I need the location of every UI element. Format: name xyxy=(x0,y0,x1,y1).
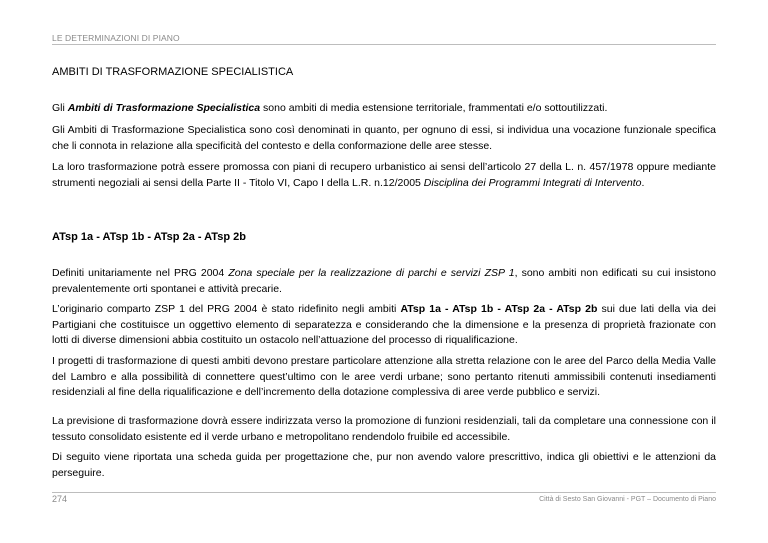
paragraph-text: . xyxy=(641,176,645,189)
paragraph-definition xyxy=(52,101,716,117)
bold-ambit-codes: ATsp 1a - ATsp 1b - ATsp 2a - ATsp 2b xyxy=(400,303,598,315)
paragraph-prg2004 xyxy=(52,266,716,297)
subsection-title: ATsp 1a - ATsp 1b - ATsp 2a - ATsp 2b xyxy=(52,231,246,243)
paragraph-text: Gli xyxy=(52,102,68,114)
paragraph-text: Definiti unitariamente nel PRG 2004 xyxy=(52,267,229,279)
header-divider xyxy=(52,44,716,45)
paragraph-text: L’originario comparto ZSP 1 del PRG 2004 è stato ridefinito negli ambiti xyxy=(52,303,401,315)
section-title: AMBITI DI TRASFORMAZIONE SPECIALISTICA xyxy=(52,66,294,78)
paragraph-guide: Di seguito viene riportata una scheda guida per progettazione che, pur non avendo valore prescrittivo, indica gli obiettivi e le attenzioni da perseguire. xyxy=(52,451,716,479)
italic-reference: Disciplina dei Programmi Integrati di Intervento xyxy=(423,176,642,189)
running-header: LE DETERMINAZIONI DI PIANO xyxy=(52,33,180,43)
paragraph-forecast: La previsione di trasformazione dovrà essere indirizzata verso la promozione di funzioni residenziali, tali da completare una connessione con il tessuto consolidato esistente ed il verde urbano e metropolitano rendendolo fruibile ed accessibile. xyxy=(52,415,716,443)
paragraph-projects: I progetti di trasformazione di questi ambiti devono prestare particolare attenzione alla stretta relazione con le aree del Parco della Media Valle del Lambro e alla possibilità di connettere quest’ultimo con le aree verdi urbane; sono pertanto ritenuti ammissibili contenuti insediamenti residenziali al fine della riqualificazione e dell’incremento della dotazione complessiva di aree verde pubblico e servizi. xyxy=(52,355,716,398)
paragraph-text: , sono ambiti non edificati su cui insistono prevalentemente orti spontanei e attività precarie. xyxy=(52,267,716,295)
paragraph-text: La loro trasformazione potrà essere promossa con piani di recupero urbanistico ai sensi dell’articolo 27 della L. n. 457/1978 oppure mediante strumenti negoziali ai sensi della Parte II - Titolo VI, Capo I della L.R. n.12/2005 xyxy=(52,161,716,189)
page-number: 274 xyxy=(52,494,68,504)
paragraph-vocation: Gli Ambiti di Trasformazione Specialistica sono così denominati in quanto, per ognuno di essi, si individua una vocazione funzionale specifica che li connota in relazione alla specificità del contesto e della conformazione delle aree stesse. xyxy=(52,124,716,152)
footer-source: Città di Sesto San Giovanni - PGT – Documento di Piano xyxy=(539,496,716,503)
paragraph-text: sono ambiti di media estensione territoriale, frammentati e/o sottoutilizzati. xyxy=(260,102,608,114)
paragraph-zsp1 xyxy=(52,302,716,349)
paragraph-text: sui due lati della via dei Partigiani che costituisce un oggettivo elemento di separatezza e considerando che la dimensione e la presenza di proprietà frazionate con lotti di diverse dimensioni abbia costituito un ostacolo nell’attuazione del processo di riqualificazione. xyxy=(52,303,716,346)
paragraph-transformation xyxy=(52,160,716,191)
footer-divider xyxy=(52,492,716,493)
emphasis-term: Ambiti di Trasformazione Specialistica xyxy=(67,102,261,114)
italic-reference: Zona speciale per la realizzazione di parchi e servizi ZSP 1 xyxy=(228,267,515,279)
